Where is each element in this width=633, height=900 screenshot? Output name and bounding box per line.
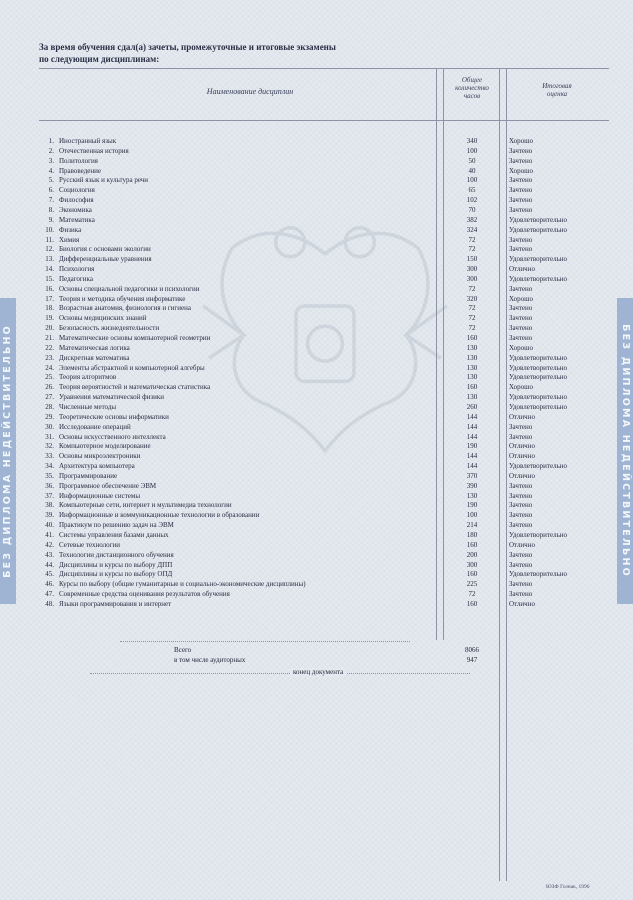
grade-value: Зачтено [509,501,533,510]
table-row [0,461,633,471]
grade-value: Удовлетворительно [509,363,568,372]
table-row [0,274,633,284]
row-number: 24. [45,363,54,372]
table-row [0,294,633,304]
table-row [0,254,633,264]
discipline-name: Политология [59,156,98,165]
grade-value: Хорошо [509,137,534,145]
hours-value: 40 [468,166,476,175]
hours-value: 72 [468,590,476,599]
row-number: 23. [45,353,54,362]
grade-value: Зачтено [509,481,533,490]
table-row [0,195,633,205]
grade-value: Удовлетворительно [509,225,568,234]
hours-value: 144 [466,422,478,431]
discipline-name: Современные средства оценивания результатов обучения [59,590,230,599]
discipline-name: Элементы абстрактной и компьютерной алгебры [59,363,205,372]
grade-value: Зачтено [509,196,533,205]
grade-value: Удовлетворительно [509,373,568,382]
grade-value: Зачтено [509,580,533,589]
grade-value: Зачтено [509,146,533,155]
row-number: 45. [45,570,54,579]
grade-value: Удовлетворительно [509,531,568,539]
hours-value: 300 [466,265,478,274]
table-row [0,382,633,392]
discipline-name: Технологии дистанционного обучения [59,550,174,559]
discipline-name: Математика [59,215,95,224]
table-row [0,136,633,146]
row-number: 17. [45,294,54,303]
grade-value: Зачтено [509,245,533,254]
row-number: 12. [45,245,54,254]
hours-value: 320 [466,294,478,303]
row-number: 4. [48,166,54,175]
table-row [0,451,633,461]
discipline-name: Дискретная математика [59,353,130,362]
discipline-name: Дифференциальные уравнения [59,255,152,264]
table-row [0,175,633,185]
table-row [0,441,633,451]
hours-value: 65 [468,186,476,195]
row-number: 26. [45,383,54,392]
discipline-name: Архитектура компьютера [59,462,135,471]
row-number: 21. [45,334,54,342]
row-number: 33. [45,452,54,461]
row-number: 19. [45,314,54,323]
hours-value: 72 [468,284,476,293]
grade-value: Отлично [509,540,535,549]
row-number: 18. [45,304,54,313]
table-row [0,205,633,215]
hours-value: 150 [466,255,478,264]
row-number: 16. [45,284,54,293]
table-row [0,343,633,353]
intro-line-2: по следующим дисциплинам: [39,54,160,64]
grade-value: Удовлетворительно [509,274,568,283]
grade-value: Зачтено [509,235,533,244]
discipline-name: Биология с основами экологии [59,245,151,254]
hours-value: 72 [468,304,476,313]
row-number: 7. [48,196,54,205]
row-number: 32. [45,442,54,451]
discipline-name: Основы специальной педагогики и психологии [59,284,200,293]
end-marker: конец документа [290,668,346,677]
grade-value: Отлично [509,452,535,461]
hours-value: 144 [466,462,478,471]
hours-value: 144 [466,452,478,461]
hours-value: 300 [466,560,478,569]
discipline-name: Исследование операций [59,422,131,431]
table-row [0,392,633,402]
discipline-name: Информационные системы [59,491,141,500]
grade-value: Зачтено [509,186,533,195]
grade-value: Хорошо [509,166,534,175]
hours-value: 160 [466,540,478,549]
table-row [0,146,633,156]
hours-value: 160 [466,383,478,392]
grade-value: Зачтено [509,550,533,559]
row-number: 15. [45,274,54,283]
hours-value: 72 [468,314,476,323]
hours-value: 160 [466,570,478,579]
table-row [0,540,633,550]
hours-value: 130 [466,343,478,352]
hours-value: 225 [466,580,478,589]
table-row [0,412,633,422]
grade-value: Удовлетворительно [509,402,568,411]
discipline-name: Численные методы [59,402,117,411]
hours-value: 130 [466,363,478,372]
row-number: 36. [45,481,54,490]
hours-value: 260 [466,402,478,411]
grade-value: Зачтено [509,422,533,431]
row-number: 6. [48,186,54,195]
total-label: Всего [174,646,192,654]
table-row [0,560,633,570]
grade-value: Зачтено [509,560,533,569]
row-number: 38. [45,501,54,510]
table-row [0,156,633,166]
hours-value: 190 [466,501,478,510]
hours-value: 130 [466,491,478,500]
discipline-name: Информационные и коммуникационные технологии в образовании [59,511,260,520]
grade-value: Отлично [509,471,535,480]
discipline-name: Сетевые технологии [59,540,120,549]
discipline-name: Практикум по решению задач на ЭВМ [59,521,174,530]
table-row [0,185,633,195]
hours-value: 72 [468,245,476,254]
row-number: 29. [45,412,54,421]
row-number: 39. [45,511,54,520]
discipline-name: Правоведение [59,166,101,175]
printer-mark: ЮЗФ Гознак, 1996 [546,884,590,890]
grade-value: Отлично [509,265,535,274]
discipline-name: Теоретические основы информатики [59,412,169,421]
discipline-name: Компьютерные сети, интернет и мультимедиа технологии [59,501,232,510]
hours-value: 100 [466,511,478,520]
row-number: 40. [45,521,54,530]
hours-value: 370 [466,471,478,480]
discipline-name: Программирование [59,471,118,480]
table-row [0,579,633,589]
discipline-name: Основы микроэлектроники [59,452,141,461]
discipline-name: Химия [59,235,80,244]
hours-value: 50 [468,156,476,165]
discipline-name: Отечественная история [59,146,129,155]
table-row [0,471,633,481]
table-row [0,303,633,313]
discipline-name: Психология [59,265,95,274]
table-row [0,402,633,412]
discipline-name: Системы управления базами данных [59,531,169,539]
hours-value: 100 [466,176,478,185]
table-row [0,353,633,363]
header-discipline: Наименование дисциплин [206,87,294,96]
hours-value: 200 [466,550,478,559]
hours-value: 70 [468,205,476,214]
row-number: 20. [45,324,54,333]
table-row [0,510,633,520]
row-number: 25. [45,373,54,382]
hours-value: 100 [466,146,478,155]
table-row [0,244,633,254]
total-divider [120,641,410,642]
hours-value: 180 [466,531,478,539]
hours-value: 130 [466,393,478,402]
grade-value: Зачтено [509,176,533,185]
grade-value: Зачтено [509,314,533,323]
discipline-name: Программное обеспечение ЭВМ [59,481,157,490]
discipline-name: Экономика [59,205,92,214]
table-row [0,225,633,235]
discipline-name: Возрастная анатомия, физиология и гигиена [59,304,192,313]
row-number: 41. [45,531,54,539]
hours-value: 160 [466,599,478,608]
discipline-name: Дисциплины и курсы по выбору ОПД [59,570,173,579]
discipline-name: Компьютерное моделирование [59,442,151,451]
table-row [0,491,633,501]
table-row [0,569,633,579]
table-row [0,432,633,442]
table-row [0,550,633,560]
hours-value: 324 [466,225,478,234]
header-hours: Общее количество часов [455,76,489,100]
row-number: 37. [45,491,54,500]
grade-value: Удовлетворительно [509,393,568,402]
discipline-name: Философия [59,196,94,205]
grade-value: Хорошо [509,343,534,352]
table-row [0,235,633,245]
row-number: 34. [45,462,54,471]
hours-value: 214 [466,521,478,530]
hours-value: 390 [466,481,478,490]
grade-value: Отлично [509,442,535,451]
discipline-name: Основы медицинских знаний [59,314,147,323]
discipline-name: Дисциплины и курсы по выбору ДПП [59,560,173,569]
grade-value: Удовлетворительно [509,570,568,579]
hours-value: 144 [466,432,478,441]
grade-value: Зачтено [509,205,533,214]
discipline-name: Безопасность жизнедеятельности [59,324,160,333]
side-warning-right: БЕЗ ДИПЛОМА НЕДЕЙСТВИТЕЛЬНО [620,324,631,578]
grade-value: Зачтено [509,324,533,333]
row-number: 44. [45,560,54,569]
row-number: 27. [45,393,54,402]
table-row [0,589,633,599]
row-number: 10. [45,225,54,234]
grade-value: Зачтено [509,511,533,520]
auditory-label: в том числе аудиторных [174,656,246,664]
table-row [0,284,633,294]
row-number: 5. [48,176,54,185]
hours-value: 72 [468,324,476,333]
intro-line-1: За время обучения сдал(а) зачеты, промежуточные и итоговые экзамены [39,42,336,52]
grade-value: Удовлетворительно [509,215,568,224]
table-header-rule [39,120,609,121]
table-row [0,520,633,530]
table-row [0,363,633,373]
discipline-name: Курсы по выбору (общие гуманитарные и социально-экономические дисциплины) [59,580,306,589]
grade-value: Зачтено [509,432,533,441]
intro-text [39,41,336,65]
table-row [0,333,633,343]
grade-value: Зачтено [509,521,533,530]
table-row [0,264,633,274]
auditory-value: 947 [466,656,478,664]
row-number: 9. [48,215,54,224]
hours-value: 190 [466,442,478,451]
row-number: 46. [45,580,54,589]
grade-value: Зачтено [509,284,533,293]
table-row [0,323,633,333]
grade-value: Зачтено [509,491,533,500]
grade-value: Отлично [509,599,535,608]
table-row [0,422,633,432]
grade-value: Зачтено [509,156,533,165]
discipline-name: Социология [59,186,95,195]
row-number: 14. [45,265,54,274]
discipline-name: Теория и методика обучения информатике [59,294,186,303]
hours-value: 130 [466,373,478,382]
discipline-name: Теория алгоритмов [59,373,117,382]
row-number: 28. [45,402,54,411]
end-rule [90,673,470,674]
table-row [0,599,633,609]
grade-value: Зачтено [509,590,533,599]
row-number: 48. [45,599,54,608]
discipline-name: Педагогика [59,274,93,283]
grade-value: Зачтено [509,334,533,342]
grade-value: Отлично [509,412,535,421]
row-number: 11. [45,235,54,244]
grade-value: Хорошо [509,294,534,303]
grade-value: Зачтено [509,304,533,313]
discipline-name: Языки программирования и интернет [59,599,172,608]
hours-value: 102 [466,196,478,205]
row-number: 13. [45,255,54,264]
grade-value: Удовлетворительно [509,462,568,471]
row-number: 30. [45,422,54,431]
row-number: 47. [45,590,54,599]
table-row [0,500,633,510]
discipline-name: Русский язык и культура речи [59,176,149,185]
discipline-name: Физика [59,225,82,234]
discipline-name: Уравнения математической физики [59,393,165,402]
side-warning-left: БЕЗ ДИПЛОМА НЕДЕЙСТВИТЕЛЬНО [2,324,13,578]
row-number: 35. [45,471,54,480]
row-number: 2. [48,146,54,155]
hours-value: 160 [466,334,478,342]
row-number: 1. [48,137,54,145]
hours-value: 72 [468,235,476,244]
table-row [0,166,633,176]
discipline-name: Теория вероятностей и математическая статистика [59,383,211,392]
table-row [0,215,633,225]
hours-value: 340 [466,137,478,145]
row-number: 8. [48,205,54,214]
table-row [0,372,633,382]
row-number: 3. [48,156,54,165]
hours-value: 300 [466,274,478,283]
grade-value: Хорошо [509,383,534,392]
table-row [0,313,633,323]
header-grade: Итоговая оценка [542,82,572,98]
grade-value: Удовлетворительно [509,255,568,264]
row-number: 31. [45,432,54,441]
discipline-name: Математические основы компьютерной геометрии [59,334,211,342]
total-value: 8066 [465,646,479,654]
hours-value: 144 [466,412,478,421]
row-number: 42. [45,540,54,549]
discipline-name: Основы искусственного интеллекта [59,432,166,441]
table-row [0,530,633,540]
hours-value: 382 [466,215,478,224]
hours-value: 130 [466,353,478,362]
discipline-name: Иностранный язык [59,137,117,145]
grade-value: Удовлетворительно [509,353,568,362]
table-row [0,481,633,491]
discipline-name: Математическая логика [59,343,130,352]
row-number: 43. [45,550,54,559]
table-top-rule [39,68,609,69]
row-number: 22. [45,343,54,352]
